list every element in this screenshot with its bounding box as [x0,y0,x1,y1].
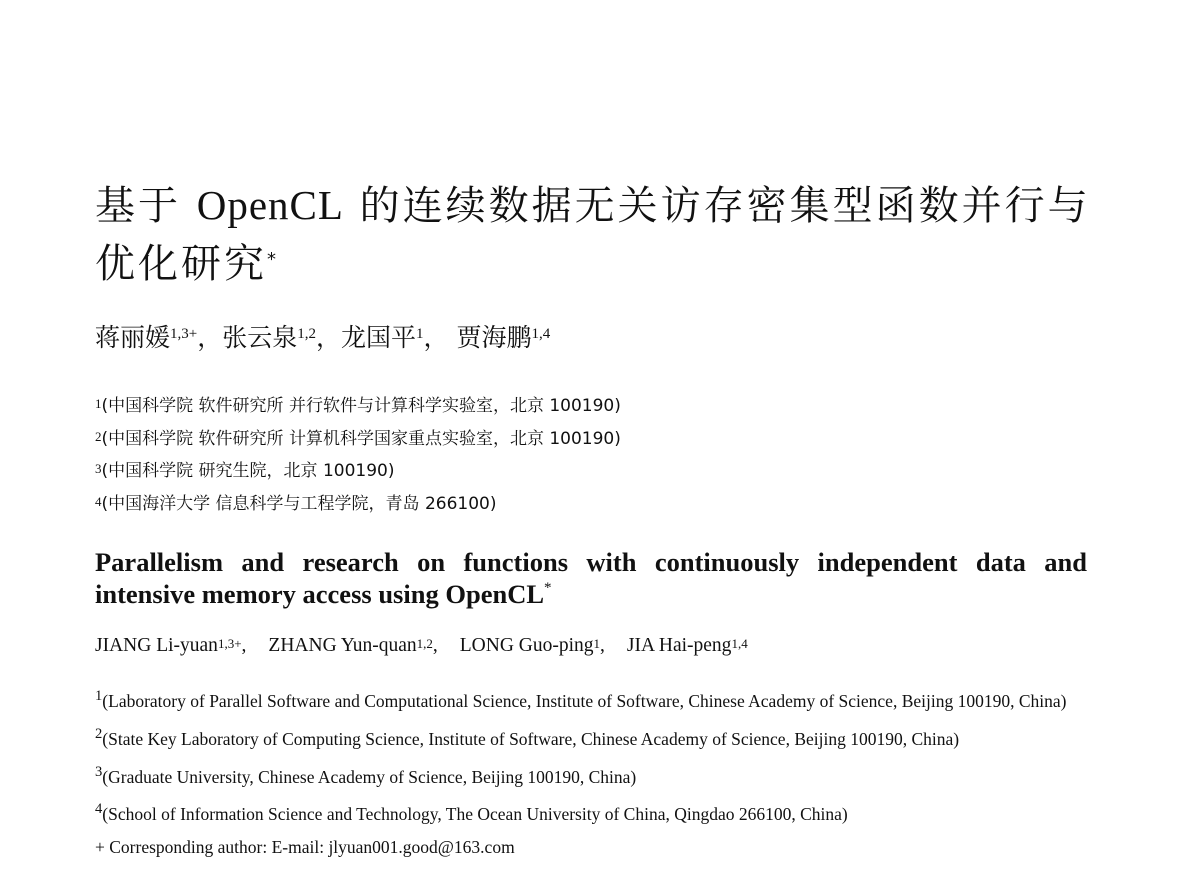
chinese-title [95,176,1095,293]
author [341,323,449,352]
affiliation-text: (School of Information Science and Technology, The Ocean University of China, Qingdao 266100, China) [102,804,848,825]
affiliation-text: (中国海洋大学 信息科学与工程学院，青岛 266100) [101,493,497,514]
author-affil-sup: 1,3+ [217,636,242,651]
english-title [95,546,1087,610]
affiliation-number: 1 [95,688,103,704]
author-name: 贾海鹏 [456,323,532,352]
affiliation-number: 3 [95,461,102,476]
author [95,323,222,352]
author-affil-sup: 1 [416,326,424,342]
chinese-affiliations [95,390,621,520]
affiliation-line [95,488,621,521]
author-name: 张云泉 [222,323,298,352]
affiliation-number: 1 [95,396,102,411]
affiliation-line [95,390,621,423]
author [460,635,605,656]
author-name: 蒋丽媛 [95,323,171,352]
author [627,635,748,656]
author-affil-sup: 1,2 [416,636,433,651]
affiliation-text: (Graduate University, Chinese Academy of Science, Beijing 100190, China) [102,766,637,787]
affiliation-text: (Laboratory of Parallel Software and Computational Science, Institute of Software, Chinese Academy of Science, Beijing 100190, China) [102,690,1067,711]
author-name: JIANG Li-yuan [95,635,218,656]
affiliation-text: (中国科学院 软件研究所 计算机科学国家重点实验室，北京 100190) [101,428,621,449]
affiliation-line [95,455,621,488]
affiliation-text: (中国科学院 软件研究所 并行软件与计算科学实验室，北京 100190) [101,396,621,416]
affiliation-text: (中国科学院 研究生院，北京 100190) [101,461,395,481]
affiliation-number: 4 [95,801,103,818]
english-affiliations [95,680,1087,864]
author-affil-sup: 1,2 [297,326,317,342]
english-authors [95,630,748,662]
affiliation-line [95,756,1087,794]
affiliation-line [95,793,1087,831]
author-separator: ， [197,323,223,352]
author [268,635,437,656]
author-affil-sup: 1,4 [531,326,551,342]
chinese-title-rest: 的连续数据无关访存密集型函数并行与优化研究 [95,183,1091,287]
corresponding-author: + Corresponding author: E-mail: jlyuan001.good@163.com [95,837,515,858]
title-footnote-mark: * [267,249,279,270]
author [457,323,551,352]
affiliation-text: (State Key Laboratory of Computing Science, Institute of Software, Chinese Academy of Science, Beijing 100190, China) [102,728,960,749]
author-name: 龙国平 [341,323,417,352]
chinese-title-latin: OpenCL [196,182,344,228]
author-separator: ， [423,323,449,352]
author [95,635,246,656]
author-name: JIA Hai-peng [626,635,732,656]
affiliation-line [95,718,1087,756]
author-affil-sup: 1 [593,636,601,651]
affiliation-number: 3 [95,763,103,780]
author-affil-sup: 1,3+ [170,326,198,342]
author-separator: , [600,635,605,656]
affiliation-number: 2 [95,428,102,444]
author-separator: , [241,635,247,656]
author-name: LONG Guo-ping [459,635,594,656]
affiliation-number: 2 [95,725,103,742]
author-separator: ， [316,323,342,352]
chinese-authors [95,318,550,358]
affiliation-number: 4 [95,493,102,509]
affiliation-line [95,423,621,456]
author-separator: , [432,635,438,656]
author-name: ZHANG Yun-quan [268,635,417,656]
author [222,323,341,352]
english-title-text: Parallelism and research on functions with continuously independent data and intensive memory access using OpenCL [95,547,1087,609]
title-footnote-mark: * [544,580,552,596]
author-affil-sup: 1,4 [731,636,748,651]
affiliation-line [95,680,1087,718]
chinese-title-prefix: 基于 [95,183,181,229]
